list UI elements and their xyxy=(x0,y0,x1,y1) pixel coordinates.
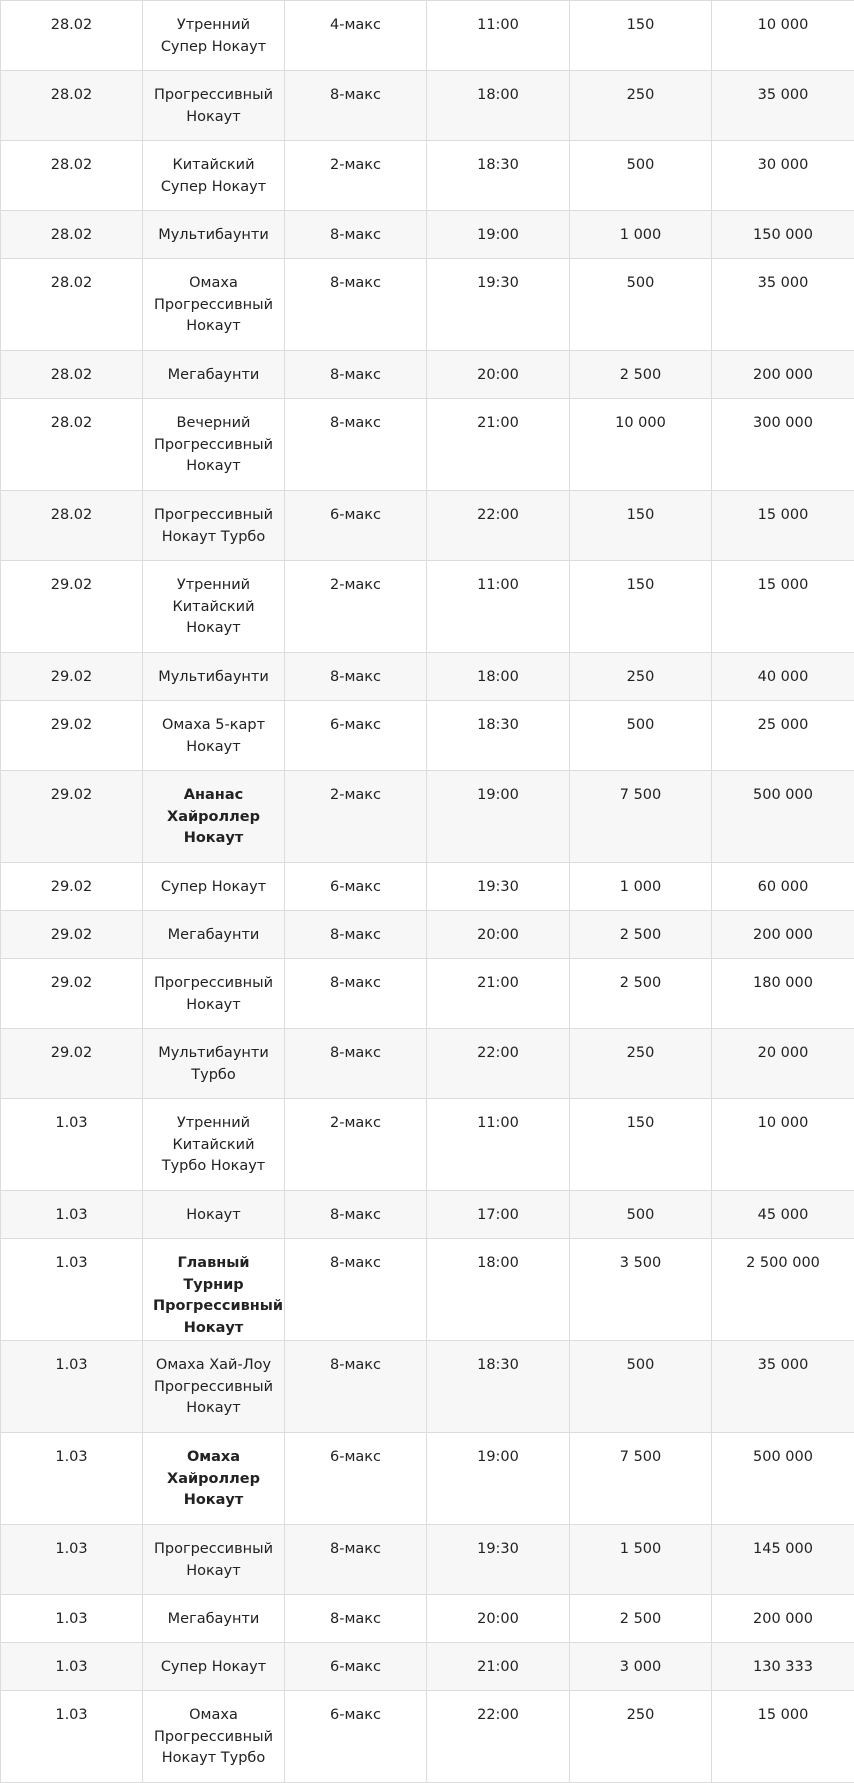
guarantee-cell: 35 000 xyxy=(712,259,854,351)
table-row xyxy=(1,1340,854,1432)
buyin-cell: 1 000 xyxy=(570,863,712,911)
buyin-cell: 250 xyxy=(570,1029,712,1099)
date-cell: 29.02 xyxy=(1,863,143,911)
guarantee-cell: 500 000 xyxy=(712,771,854,863)
table-format-cell: 6-макс xyxy=(285,1642,427,1690)
table-format-cell: 8-макс xyxy=(285,351,427,399)
guarantee-cell: 25 000 xyxy=(712,701,854,771)
buyin-cell: 500 xyxy=(570,141,712,211)
table-format-cell: 8-макс xyxy=(285,1029,427,1099)
table-row xyxy=(1,1,854,71)
tournament-name-cell: Омаха 5-карт Нокаут xyxy=(143,701,285,771)
guarantee-cell: 2 500 000 xyxy=(712,1239,854,1341)
tournament-name-cell: Утренний Китайский Турбо Нокаут xyxy=(143,1099,285,1191)
tournament-name-cell: Мультибаунти xyxy=(143,211,285,259)
tournament-name-cell: Омаха Прогрессивный Нокаут Турбо xyxy=(143,1690,285,1782)
table-row xyxy=(1,1191,854,1239)
guarantee-cell: 200 000 xyxy=(712,911,854,959)
tournament-name-cell: Вечерний Прогрессивный Нокаут xyxy=(143,399,285,491)
date-cell: 29.02 xyxy=(1,653,143,701)
start-time-cell: 21:00 xyxy=(427,1642,570,1690)
guarantee-cell: 145 000 xyxy=(712,1524,854,1594)
table-format-cell: 2-макс xyxy=(285,771,427,863)
buyin-cell: 7 500 xyxy=(570,771,712,863)
table-format-cell: 8-макс xyxy=(285,653,427,701)
buyin-cell: 150 xyxy=(570,1099,712,1191)
table-row xyxy=(1,491,854,561)
table-row xyxy=(1,1432,854,1524)
table-format-cell: 6-макс xyxy=(285,491,427,561)
buyin-cell: 1 000 xyxy=(570,211,712,259)
date-cell: 1.03 xyxy=(1,1340,143,1432)
buyin-cell: 150 xyxy=(570,1,712,71)
tournament-name-cell: Главный Турнир Прогрессивный Нокаут xyxy=(143,1239,285,1341)
guarantee-cell: 40 000 xyxy=(712,653,854,701)
table-format-cell: 8-макс xyxy=(285,911,427,959)
start-time-cell: 19:30 xyxy=(427,1524,570,1594)
table-row xyxy=(1,1524,854,1594)
start-time-cell: 18:00 xyxy=(427,653,570,701)
guarantee-cell: 150 000 xyxy=(712,211,854,259)
table-format-cell: 8-макс xyxy=(285,959,427,1029)
tournament-name-cell: Мультибаунти Турбо xyxy=(143,1029,285,1099)
buyin-cell: 500 xyxy=(570,1340,712,1432)
tournament-name-cell: Прогрессивный Нокаут xyxy=(143,959,285,1029)
start-time-cell: 22:00 xyxy=(427,1029,570,1099)
guarantee-cell: 35 000 xyxy=(712,1340,854,1432)
guarantee-cell: 15 000 xyxy=(712,491,854,561)
table-row xyxy=(1,561,854,653)
buyin-cell: 2 500 xyxy=(570,911,712,959)
start-time-cell: 19:30 xyxy=(427,259,570,351)
buyin-cell: 250 xyxy=(570,653,712,701)
guarantee-cell: 60 000 xyxy=(712,863,854,911)
table-row xyxy=(1,1029,854,1099)
table-row xyxy=(1,771,854,863)
buyin-cell: 7 500 xyxy=(570,1432,712,1524)
table-format-cell: 2-макс xyxy=(285,1099,427,1191)
buyin-cell: 500 xyxy=(570,259,712,351)
table-row xyxy=(1,1642,854,1690)
guarantee-cell: 15 000 xyxy=(712,561,854,653)
start-time-cell: 17:00 xyxy=(427,1191,570,1239)
table-format-cell: 6-макс xyxy=(285,1690,427,1782)
tournament-name-cell: Омаха Хай-Лоу Прогрессивный Нокаут xyxy=(143,1340,285,1432)
date-cell: 1.03 xyxy=(1,1099,143,1191)
start-time-cell: 18:00 xyxy=(427,1239,570,1341)
tournament-name-cell: Утренний Супер Нокаут xyxy=(143,1,285,71)
guarantee-cell: 45 000 xyxy=(712,1191,854,1239)
guarantee-cell: 200 000 xyxy=(712,351,854,399)
buyin-cell: 1 500 xyxy=(570,1524,712,1594)
start-time-cell: 19:00 xyxy=(427,771,570,863)
table-format-cell: 8-макс xyxy=(285,1191,427,1239)
start-time-cell: 19:00 xyxy=(427,211,570,259)
table-row xyxy=(1,959,854,1029)
tournament-name-cell: Омаха Хайроллер Нокаут xyxy=(143,1432,285,1524)
table-row xyxy=(1,211,854,259)
date-cell: 1.03 xyxy=(1,1594,143,1642)
buyin-cell: 150 xyxy=(570,561,712,653)
table-format-cell: 8-макс xyxy=(285,71,427,141)
start-time-cell: 18:00 xyxy=(427,71,570,141)
table-format-cell: 8-макс xyxy=(285,1239,427,1341)
table-row xyxy=(1,1099,854,1191)
start-time-cell: 21:00 xyxy=(427,399,570,491)
date-cell: 28.02 xyxy=(1,1,143,71)
buyin-cell: 3 000 xyxy=(570,1642,712,1690)
date-cell: 28.02 xyxy=(1,491,143,561)
tournament-name-cell: Мегабаунти xyxy=(143,351,285,399)
date-cell: 28.02 xyxy=(1,141,143,211)
buyin-cell: 250 xyxy=(570,71,712,141)
date-cell: 28.02 xyxy=(1,259,143,351)
table-format-cell: 8-макс xyxy=(285,1340,427,1432)
tournament-name-cell: Ананас Хайроллер Нокаут xyxy=(143,771,285,863)
date-cell: 1.03 xyxy=(1,1690,143,1782)
buyin-cell: 500 xyxy=(570,1191,712,1239)
table-format-cell: 6-макс xyxy=(285,863,427,911)
date-cell: 1.03 xyxy=(1,1432,143,1524)
guarantee-cell: 130 333 xyxy=(712,1642,854,1690)
table-format-cell: 2-макс xyxy=(285,561,427,653)
start-time-cell: 19:00 xyxy=(427,1432,570,1524)
guarantee-cell: 180 000 xyxy=(712,959,854,1029)
table-row xyxy=(1,653,854,701)
date-cell: 29.02 xyxy=(1,911,143,959)
table-row xyxy=(1,911,854,959)
tournament-name-cell: Мегабаунти xyxy=(143,911,285,959)
start-time-cell: 19:30 xyxy=(427,863,570,911)
buyin-cell: 2 500 xyxy=(570,959,712,1029)
start-time-cell: 22:00 xyxy=(427,491,570,561)
start-time-cell: 18:30 xyxy=(427,141,570,211)
table-row xyxy=(1,259,854,351)
date-cell: 29.02 xyxy=(1,771,143,863)
buyin-cell: 2 500 xyxy=(570,1594,712,1642)
table-format-cell: 8-макс xyxy=(285,259,427,351)
guarantee-cell: 20 000 xyxy=(712,1029,854,1099)
date-cell: 28.02 xyxy=(1,399,143,491)
date-cell: 1.03 xyxy=(1,1191,143,1239)
date-cell: 29.02 xyxy=(1,1029,143,1099)
buyin-cell: 3 500 xyxy=(570,1239,712,1341)
table-row xyxy=(1,1594,854,1642)
start-time-cell: 22:00 xyxy=(427,1690,570,1782)
table-format-cell: 2-макс xyxy=(285,141,427,211)
schedule-table-body xyxy=(1,1,854,1783)
tournament-name-cell: Омаха Прогрессивный Нокаут xyxy=(143,259,285,351)
table-row xyxy=(1,701,854,771)
table-format-cell: 8-макс xyxy=(285,399,427,491)
tournament-name-cell: Прогрессивный Нокаут xyxy=(143,71,285,141)
guarantee-cell: 200 000 xyxy=(712,1594,854,1642)
date-cell: 28.02 xyxy=(1,211,143,259)
date-cell: 1.03 xyxy=(1,1239,143,1341)
date-cell: 29.02 xyxy=(1,959,143,1029)
guarantee-cell: 30 000 xyxy=(712,141,854,211)
date-cell: 28.02 xyxy=(1,351,143,399)
tournament-name-cell: Утренний Китайский Нокаут xyxy=(143,561,285,653)
table-row xyxy=(1,351,854,399)
table-format-cell: 8-макс xyxy=(285,211,427,259)
tournament-name-cell: Прогрессивный Нокаут xyxy=(143,1524,285,1594)
table-format-cell: 8-макс xyxy=(285,1594,427,1642)
date-cell: 1.03 xyxy=(1,1642,143,1690)
start-time-cell: 20:00 xyxy=(427,911,570,959)
table-row xyxy=(1,1239,854,1341)
guarantee-cell: 300 000 xyxy=(712,399,854,491)
guarantee-cell: 10 000 xyxy=(712,1,854,71)
buyin-cell: 150 xyxy=(570,491,712,561)
date-cell: 1.03 xyxy=(1,1524,143,1594)
start-time-cell: 18:30 xyxy=(427,1340,570,1432)
start-time-cell: 11:00 xyxy=(427,1,570,71)
table-format-cell: 8-макс xyxy=(285,1524,427,1594)
guarantee-cell: 10 000 xyxy=(712,1099,854,1191)
buyin-cell: 250 xyxy=(570,1690,712,1782)
table-format-cell: 4-макс xyxy=(285,1,427,71)
table-format-cell: 6-макс xyxy=(285,701,427,771)
tournament-name-cell: Прогрессивный Нокаут Турбо xyxy=(143,491,285,561)
tournament-name-cell: Супер Нокаут xyxy=(143,863,285,911)
table-row xyxy=(1,141,854,211)
tournament-name-cell: Мегабаунти xyxy=(143,1594,285,1642)
guarantee-cell: 500 000 xyxy=(712,1432,854,1524)
guarantee-cell: 35 000 xyxy=(712,71,854,141)
table-format-cell: 6-макс xyxy=(285,1432,427,1524)
start-time-cell: 11:00 xyxy=(427,561,570,653)
start-time-cell: 20:00 xyxy=(427,1594,570,1642)
buyin-cell: 500 xyxy=(570,701,712,771)
table-row xyxy=(1,71,854,141)
start-time-cell: 20:00 xyxy=(427,351,570,399)
start-time-cell: 11:00 xyxy=(427,1099,570,1191)
guarantee-cell: 15 000 xyxy=(712,1690,854,1782)
date-cell: 29.02 xyxy=(1,701,143,771)
start-time-cell: 18:30 xyxy=(427,701,570,771)
buyin-cell: 2 500 xyxy=(570,351,712,399)
date-cell: 29.02 xyxy=(1,561,143,653)
tournament-name-cell: Мультибаунти xyxy=(143,653,285,701)
tournament-name-cell: Супер Нокаут xyxy=(143,1642,285,1690)
table-row xyxy=(1,399,854,491)
tournament-name-cell: Китайский Супер Нокаут xyxy=(143,141,285,211)
start-time-cell: 21:00 xyxy=(427,959,570,1029)
date-cell: 28.02 xyxy=(1,71,143,141)
buyin-cell: 10 000 xyxy=(570,399,712,491)
table-row xyxy=(1,1690,854,1782)
table-row xyxy=(1,863,854,911)
tournament-name-cell: Нокаут xyxy=(143,1191,285,1239)
